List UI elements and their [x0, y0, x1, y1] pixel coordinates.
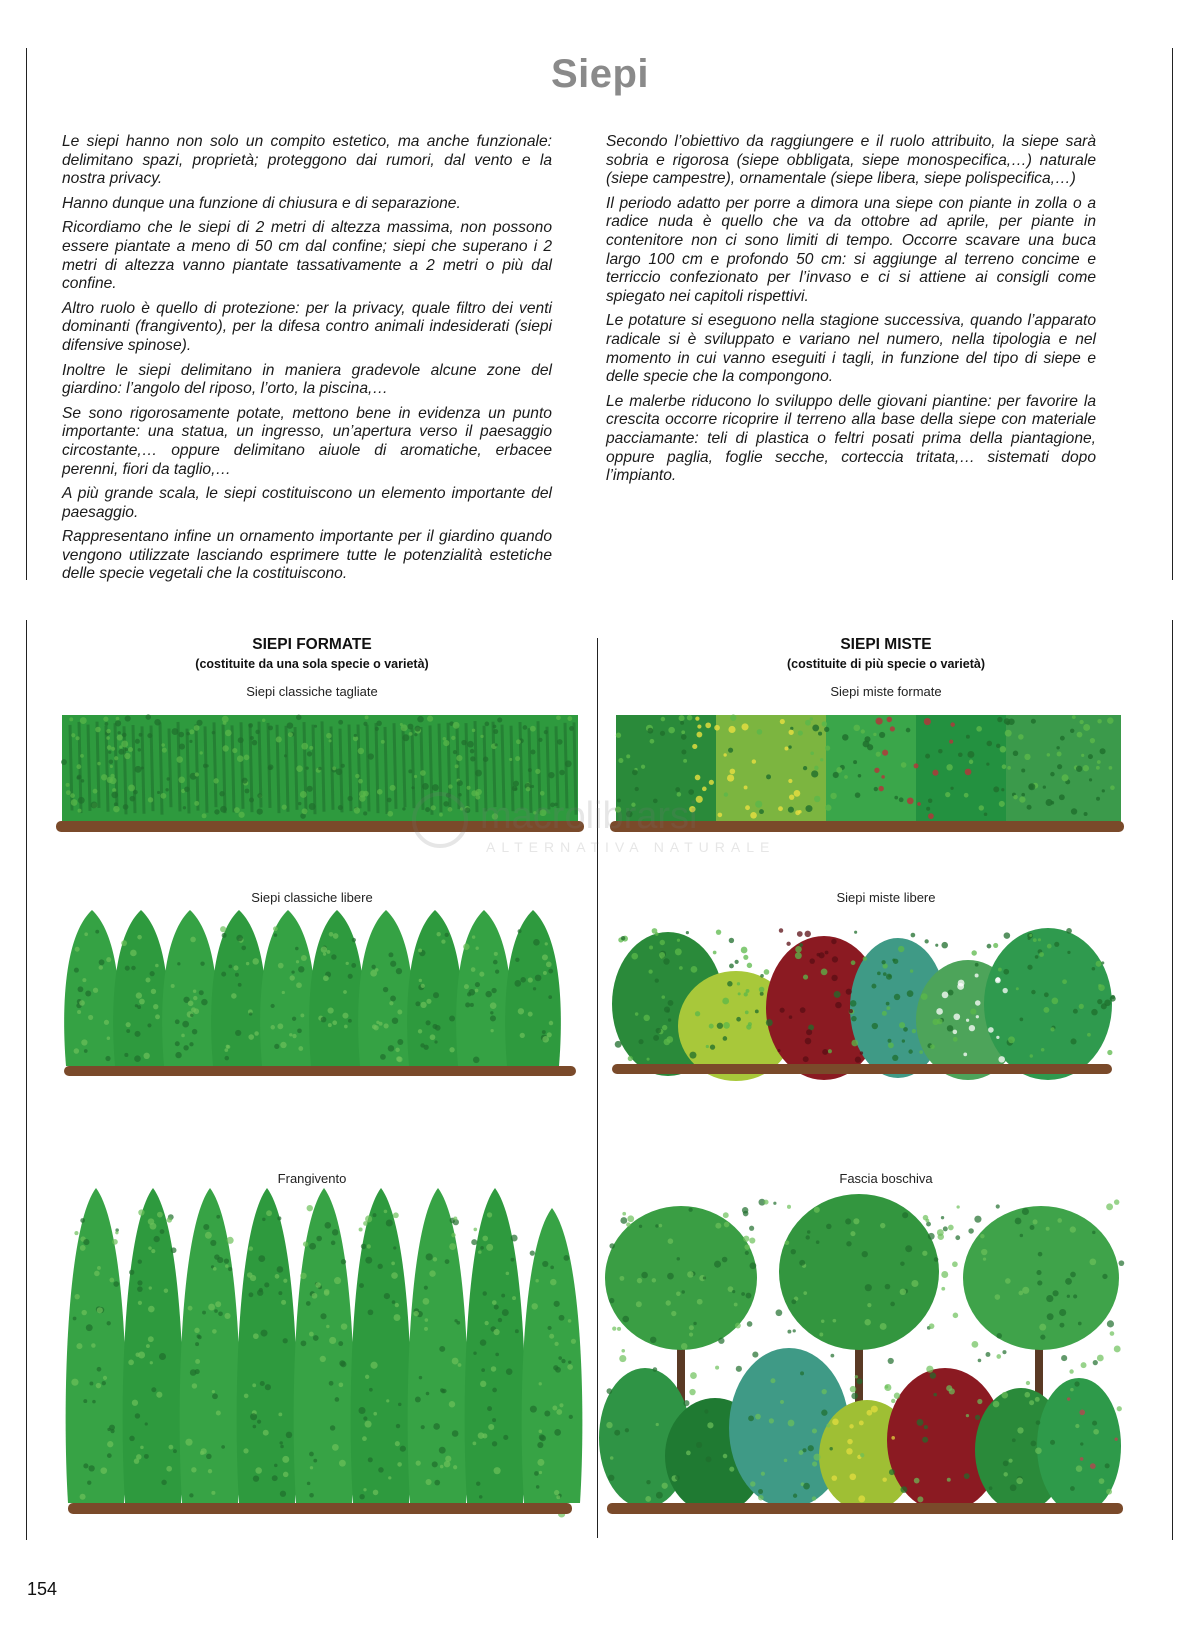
watermark-logo	[410, 780, 810, 860]
left-margin-line-lower	[26, 620, 27, 1540]
right-text-column	[606, 133, 1096, 492]
free-classic-hedge-illustration	[62, 908, 582, 1083]
paragraph: Altro ruolo è quello di protezione: per la privacy, quale filtro dei venti dominanti (frangivento), per la difesa contro animali indesiderati (siepi difensive spinose).	[62, 299, 552, 354]
paragraph: Hanno dunque una funzione di chiusura e di separazione.	[62, 194, 461, 212]
right-margin-line	[1172, 48, 1173, 580]
paragraph: Le potature si eseguono nella stagione successiva, quando l’apparato radicale si è sviluppato e variano nel numero, nella tipologia e nel momento in cui vanno eseguiti i tagli, in funzione del tipo di siepe e delle specie che la compongono.	[606, 312, 1096, 386]
windbreak-illustration	[66, 1188, 576, 1518]
section-title: SIEPI FORMATE	[252, 636, 372, 653]
caption-siepi-classiche-libere: Siepi classiche libere	[251, 890, 373, 905]
page-title: Siepi	[550, 52, 650, 96]
left-margin-line	[26, 48, 27, 580]
paragraph: Inoltre le siepi delimitano in maniera gradevole alcune zone del giardino: l’angolo del riposo, l’orto, la piscina,…	[62, 361, 552, 398]
caption-siepi-classiche-tagliate: Siepi classiche tagliate	[246, 684, 378, 699]
caption-siepi-miste-formate: Siepi miste formate	[830, 684, 942, 699]
paragraph: Rappresentano infine un ornamento importante per il giardino quando vengono utilizzate lasciando esprimere tutte le potenzialità estetiche delle specie vegetali che la costituiscono.	[62, 528, 552, 583]
paragraph: Secondo l’obiettivo da raggiungere e il ruolo attribuito, la siepe sarà sobria e rigorosa (siepe obbligata, siepe monospecifica,…) naturale (siepe campestre), ornamentale (siepe libera, siepe polispecifica,…)	[606, 133, 1096, 188]
left-text-column	[62, 133, 552, 590]
watermark-tagline: ALTERNATIVA NATURALE	[486, 839, 776, 855]
paragraph: Le malerbe riducono lo sviluppo delle giovani piantine: per favorire la crescita occorre ricoprire il terreno alla base della siepe con materiale pacciamante: teli di plastica o feltri posati prima della piantagione, oppure paglia, foglie secche, corteccia tritata,… sistemati dopo l’impianto.	[606, 392, 1096, 485]
paragraph: A più grande scala, le siepi costituiscono un elemento importante del paesaggio.	[62, 485, 552, 521]
paragraph: Se sono rigorosamente potate, mettono bene in evidenza un punto importante: una statua, un ingresso, un’apertura verso il paesaggio circostante,… oppure delimitano aiuole di aromatiche, erbacee perenni, fiori da taglio,…	[62, 404, 552, 478]
caption-frangivento: Frangivento	[277, 1171, 347, 1186]
section-heading-formate	[32, 636, 592, 671]
mixed-free-hedge-illustration	[608, 908, 1128, 1083]
watermark-brand: macrolibrarsi	[480, 795, 698, 837]
woodland-belt-illustration	[605, 1188, 1130, 1518]
page-number: 154	[27, 1579, 58, 1599]
caption-fascia-boschiva: Fascia boschiva	[839, 1171, 933, 1186]
right-margin-line-lower	[1172, 620, 1173, 1540]
section-heading-miste	[606, 636, 1166, 671]
section-divider-line	[597, 638, 598, 1538]
paragraph: Le siepi hanno non solo un compito estetico, ma anche funzionale: delimitano spazi, proprietà; proteggono dai rumori, dal vento e la nostra privacy.	[62, 133, 552, 188]
section-subtitle: (costituite di più specie o varietà)	[787, 657, 985, 671]
section-title: SIEPI MISTE	[840, 636, 932, 653]
paragraph: Il periodo adatto per porre a dimora una siepe con piante in zolla o a radice nuda è quello che va da ottobre ad aprile, per piante in contenitore non ci sono limiti di tempo. Occorre scavare una buca largo 100 cm e profondo 50 cm: si aggiunge al terreno concime e terriccio confezionato per l’invaso e ci si attiene ai consigli come spiegato nei capitoli rispettivi.	[606, 194, 1096, 305]
section-subtitle: (costituite da una sola specie o varietà)	[195, 657, 429, 671]
paragraph: Ricordiamo che le siepi di 2 metri di altezza massima, non possono essere piantate a meno di 50 cm dal confine; siepi che superano i 2 metri di altezza vanno piantate tassativamente a 2 metri o più dal confine.	[62, 219, 552, 293]
caption-siepi-miste-libere: Siepi miste libere	[836, 890, 936, 905]
